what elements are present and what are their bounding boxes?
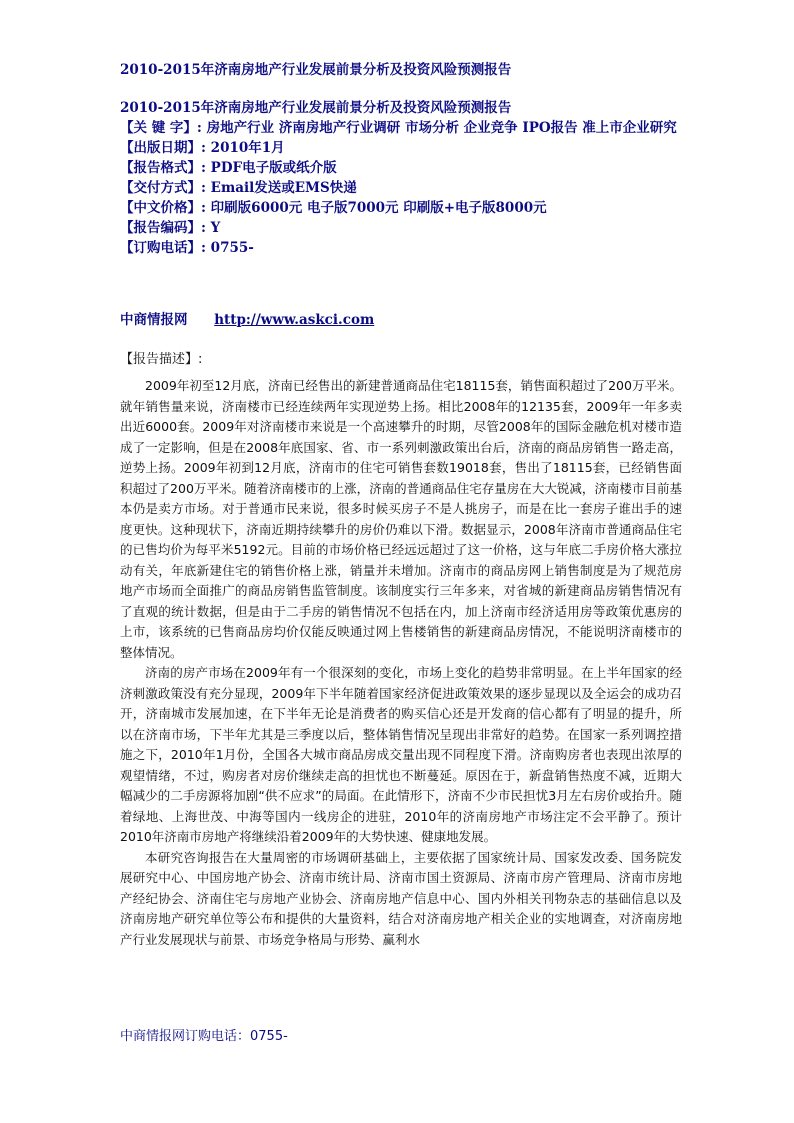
paragraph: 2009年初至12月底，济南已经售出的新建普通商品住宅18115套，销售面积超过了200万平米。就年销售量来说，济南楼市已经连续两年实现逆势上扬。相比2008年的12135套，2009年一年多卖出近6000套。2009年对济南楼市来说是一个高速攀升的时期，尽管2008年的国际金融危机对楼市造成了一定影响，但是在2008年底国家、省、市一系列刺激政策出台后，济南的商品房销售一路走高，逆势上扬。2009年初到12月底，济南市的住宅可销售套数19018套，售出了18115套，已经销售面积超过了200万平米。随着济南楼市的上涨，济南的普通商品住宅存量房在大大锐减，济南楼市目前基本仍是卖方市场。对于普通市民来说，很多时候买房子不是人挑房子，而是在比一套房子谁出手的速度更快。这种现状下，济南近期持续攀升的房价仍难以下滑。数据显示，2008年济南市普通商品住宅的已售均价为每平米5192元。目前的市场价格已经远远超过了这一价格，这与年底二手房价格大涨拉动有关，年底新建住宅的销售价格上涨，销量并未增加。济南市的商品房网上销售制度是为了规范房地产市场而全面推广的商品房销售监管制度。该制度实行三年多来，对省城的新建商品房销售情况有了直观的统计数据，但是由于二手房的销售情况不包括在内，加上济南市经济适用房等政策优惠房的上市，该系统的已售商品房均价仅能反映通过网上售楼销售的新建商品房情况，不能说明济南楼市的整体情况。: [120, 378, 682, 660]
site-line: [120, 308, 520, 328]
report-format: 【报告格式】: PDF电子版或纸介版: [120, 160, 337, 176]
report-meta: [120, 98, 690, 258]
report-code: 【报告编码】: Y: [120, 220, 221, 236]
report-phone: 【订购电话】: 0755-: [120, 240, 254, 256]
report-publish-date: 【出版日期】: 2010年1月: [120, 140, 285, 156]
site-name: 中商情报网: [120, 312, 188, 328]
paragraph: 济南的房产市场在2009年有一个很深刻的变化，市场上变化的趋势非常明显。在上半年国家的经济刺激政策没有充分显现，2009年下半年随着国家经济促进政策效果的逐步显现以及全运会的成功召开，济南城市发展加速，在下半年无论是消费者的购买信心还是开发商的信心都有了明显的提升，所以在济南市场，下半年尤其是三季度以后，整体销售情况呈现出非常好的趋势。在国家一系列调控措施之下，2010年1月份，全国各大城市商品房成交量出现不同程度下滑。济南购房者也表现出浓厚的观望情绪，不过，购房者对房价继续走高的担忧也不断蔓延。原因在于，新盘销售热度不减，近期大幅减少的二手房源将加剧“供不应求”的局面。在此情形下，济南不少市民担忧3月左右房价或抬升。随着绿地、上海世茂、中海等国内一线房企的进驻，2010年的济南房地产市场注定不会平静了。预计2010年济南市房地产将继续沿着2009年的大势快速、健康地发展。: [120, 665, 682, 844]
report-price: 【中文价格】: 印刷版6000元 电子版7000元 印刷版+电子版8000元: [120, 200, 547, 216]
header-title: 2010-2015年济南房地产行业发展前景分析及投资风险预测报告: [120, 62, 512, 78]
description-label: 【报告描述】:: [120, 352, 203, 367]
report-keywords: 【关 键 字】: 房地产行业 济南房地产行业调研 市场分析 企业竞争 IPO报告 准上市企业研究: [120, 120, 677, 136]
description-body: [120, 376, 682, 950]
paragraph: 本研究咨询报告在大量周密的市场调研基础上，主要依据了国家统计局、国家发改委、国务院发展研究中心、中国房地产协会、济南市统计局、济南市国土资源局、济南市房产管理局、济南市房地产经纪协会、济南住宅与房地产业协会、济南房地产信息中心、国内外相关刊物杂志的基础信息以及济南房地产研究单位等公布和提供的大量资料，结合对济南房地产相关企业的实地调查，对济南房地产行业发展现状与前景、市场竞争格局与形势、赢利水: [120, 849, 682, 947]
report-title: 2010-2015年济南房地产行业发展前景分析及投资风险预测报告: [120, 100, 512, 116]
site-url-link[interactable]: http://www.askci.com: [214, 312, 375, 328]
footer-phone: 中商情报网订购电话：0755-: [120, 1029, 288, 1044]
report-delivery: 【交付方式】: Email发送或EMS快递: [120, 180, 357, 196]
